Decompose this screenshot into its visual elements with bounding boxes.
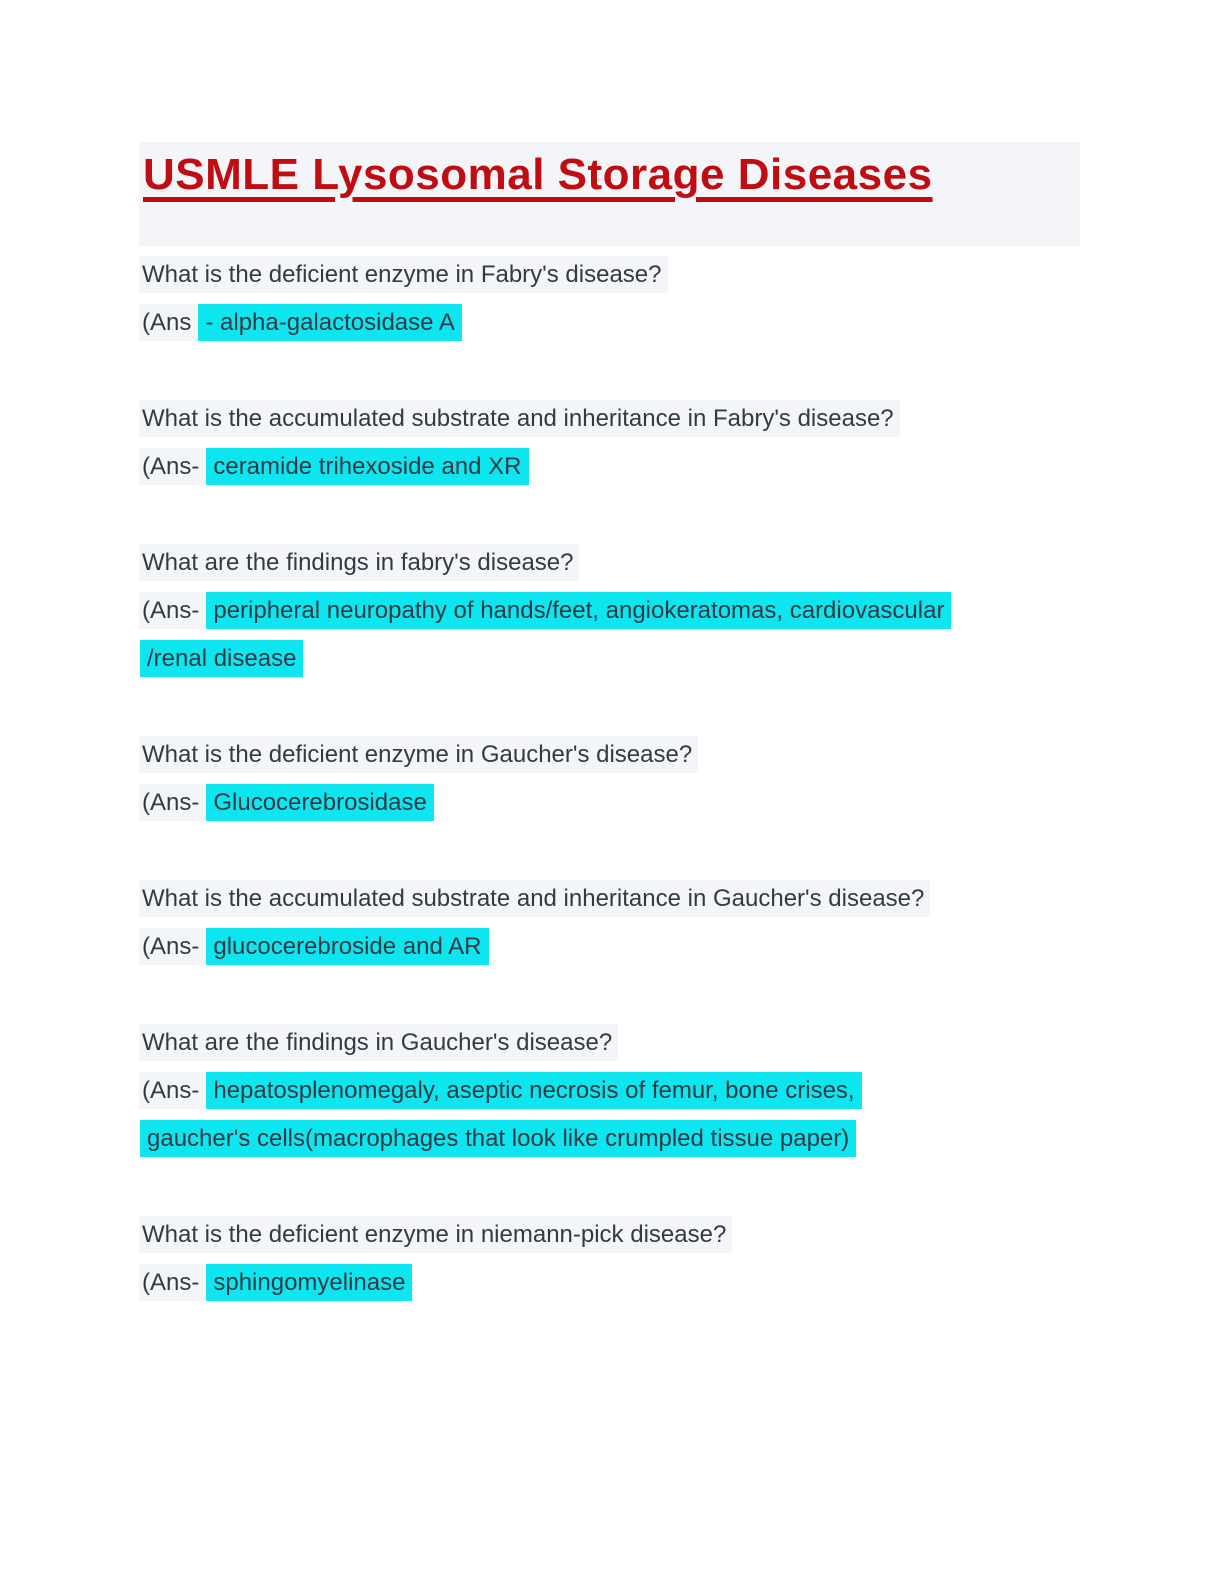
answer-line bbox=[139, 587, 1080, 635]
answer-highlight: glucocerebroside and AR bbox=[206, 928, 488, 965]
answer-highlight: /renal disease bbox=[140, 640, 303, 677]
answer-prefix: (Ans- bbox=[139, 928, 205, 965]
answer-line bbox=[139, 923, 1080, 971]
answer-highlight: ceramide trihexoside and XR bbox=[206, 448, 528, 485]
question-line bbox=[139, 395, 1080, 443]
answer-highlight: sphingomyelinase bbox=[206, 1264, 412, 1301]
answer-prefix: (Ans- bbox=[139, 1072, 205, 1109]
answer-line bbox=[139, 635, 1080, 683]
answer-highlight: hepatosplenomegaly, aseptic necrosis of femur, bone crises, bbox=[206, 1072, 861, 1109]
answer-line bbox=[139, 779, 1080, 827]
answer-highlight: - alpha-galactosidase A bbox=[198, 304, 462, 341]
question-line bbox=[139, 731, 1080, 779]
question-text: What is the deficient enzyme in niemann-pick disease? bbox=[139, 1216, 732, 1253]
answer-prefix: (Ans- bbox=[139, 448, 205, 485]
answer-prefix: (Ans- bbox=[139, 1264, 205, 1301]
qa-list bbox=[139, 251, 1080, 1307]
question-text: What are the findings in fabry's disease? bbox=[139, 544, 579, 581]
question-line bbox=[139, 251, 1080, 299]
page-title[interactable]: USMLE Lysosomal Storage Diseases bbox=[143, 150, 933, 199]
answer-line bbox=[139, 1115, 1080, 1163]
question-line bbox=[139, 1211, 1080, 1259]
qa-item bbox=[139, 539, 1080, 683]
answer-prefix: (Ans bbox=[139, 304, 197, 341]
answer-line bbox=[139, 1067, 1080, 1115]
question-text: What is the accumulated substrate and inheritance in Gaucher's disease? bbox=[139, 880, 930, 917]
answer-line bbox=[139, 1259, 1080, 1307]
question-text: What are the findings in Gaucher's disease? bbox=[139, 1024, 618, 1061]
answer-prefix: (Ans- bbox=[139, 592, 205, 629]
document-content bbox=[139, 142, 1080, 1307]
answer-highlight: peripheral neuropathy of hands/feet, angiokeratomas, cardiovascular bbox=[206, 592, 951, 629]
qa-item bbox=[139, 251, 1080, 347]
answer-highlight: gaucher's cells(macrophages that look like crumpled tissue paper) bbox=[140, 1120, 856, 1157]
qa-item bbox=[139, 1019, 1080, 1163]
title-block bbox=[139, 142, 1080, 246]
question-text: What is the accumulated substrate and inheritance in Fabry's disease? bbox=[139, 400, 900, 437]
question-text: What is the deficient enzyme in Gaucher's disease? bbox=[139, 736, 698, 773]
question-line bbox=[139, 1019, 1080, 1067]
question-line bbox=[139, 539, 1080, 587]
answer-prefix: (Ans- bbox=[139, 784, 205, 821]
qa-item bbox=[139, 1211, 1080, 1307]
qa-item bbox=[139, 395, 1080, 491]
question-text: What is the deficient enzyme in Fabry's disease? bbox=[139, 256, 668, 293]
qa-item bbox=[139, 731, 1080, 827]
answer-line bbox=[139, 443, 1080, 491]
question-line bbox=[139, 875, 1080, 923]
answer-line bbox=[139, 299, 1080, 347]
qa-item bbox=[139, 875, 1080, 971]
answer-highlight: Glucocerebrosidase bbox=[206, 784, 433, 821]
